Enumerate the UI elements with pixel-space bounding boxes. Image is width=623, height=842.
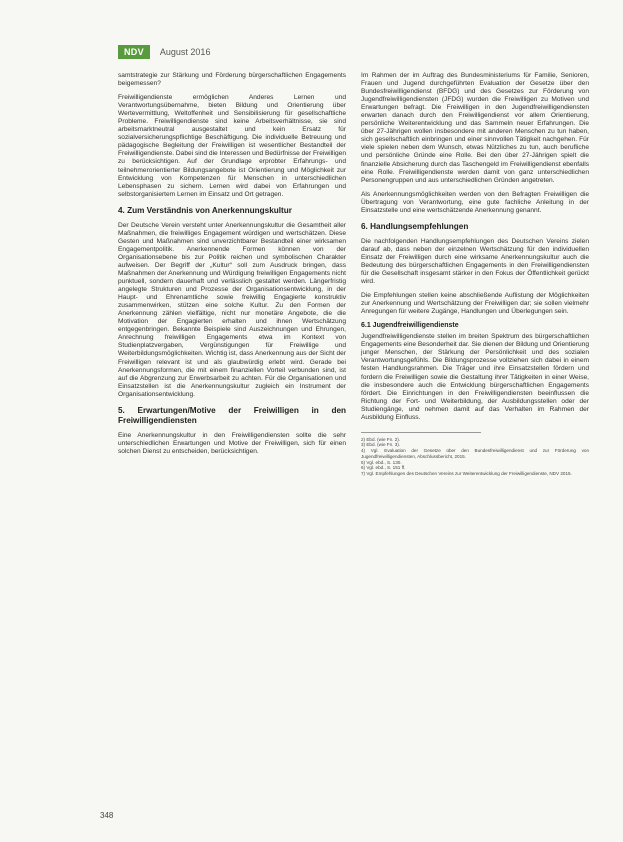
right-column xyxy=(361,72,589,477)
jugendfreiwilligendienste-paragraph: Jugendfreiwilligendienste stellen im breiten Spektrum des bürgerschaftlichen Engagements eine Besonderheit dar. Sie dienen der Bildung und Orientierung junger Menschen, der Stärkung der Persönlichkeit und des sozialen Verantwortungsgefühls. Die Bildungsprozesse vollziehen sich dabei in einem festen Handlungsrahmen. Die Träger und ihre Einsatzstellen fördern und fordern die Freiwilligen sowie die Gestaltung ihrer Tätigkeiten in einer Weise, die insbesondere auch die Entwicklung bürgerschaftlichen Engagements fördert. Die Einrichtungen in den Freiwilligendiensten beeinflussen die Richtung der Fort- und Weiterbildung, der Ausbildungsstellen oder der Studiengänge, und nehmen damit auf das Verhalten im Rahmen der Ausbildung Einfluss. xyxy=(361,333,589,421)
intro-paragraph: samtstrategie zur Stärkung und Förderung bürgerschaftlichen Engagements beigemessen? xyxy=(118,72,346,88)
section-4-heading: 4. Zum Verständnis von Anerkennungskultur xyxy=(118,205,292,215)
empfehlung-paragraph-1: Die nachfolgenden Handlungsempfehlungen des Deutschen Vereins zielen darauf ab, dass neben der einzelnen Wertschätzung für den individuellen Einsatz der Freiwilligen durch eine wirksame Anerkennungskultur auch die Bedeutung des bürgerschaftlichen Engagements in den Freiwilligendiensten für die Gesellschaft insgesamt stärker in den Fokus der Öffentlichkeit gerückt wird. xyxy=(361,237,589,286)
footnote: 6) Vgl. ebd., S. 151 ff. xyxy=(361,465,406,471)
footnote: 2) Ebd. (wie Fn. 2). xyxy=(361,436,401,442)
empfehlung-paragraph-2: Die Empfehlungen stellen keine abschließende Auflistung der Möglichkeiten zur Anerkennung und Wertschätzung der Freiwilligen dar; sie sollen vielmehr Anregungen für weitere Zugänge, Handlungen und Überlegungen sein. xyxy=(361,292,589,316)
left-column xyxy=(118,72,346,462)
anerkennung-erwartung-paragraph: Als Anerkennungsmöglichkeiten werden von den Befragten Freiwilligen die Übertragung von Verantwortung, eine gute fachliche Anleitung in der Einsatzstelle und eine wertschätzende Anerkennung genannt. xyxy=(361,190,589,214)
section-6-1-heading: 6.1 Jugendfreiwilligendienste xyxy=(361,322,459,330)
freiwilligendienste-paragraph: Freiwilligendienste ermöglichen Anderes Lernen und Verantwortungsübernahme, bieten Bildung und Orientierung über Wertevermittlung, Weltoffenheit und Sensibilisierung für gesellschaftliche Probleme. Freiwilligendienste sind keine Arbeitsverhältnisse, sie sind arbeitsmarktneutral ausgestaltet und kein Ersatz für sozialversicherungspflichtige Beschäftigung. Die individuelle Betreuung und pädagogische Begleitung der Freiwilligen ist wesentlicher Bestandteil der Freiwilligendienste. Dabei sind die Interessen und Bedürfnisse der Freiwilligen zu berücksichtigen. Auf der Grundlage erprobter Erfahrungs- und teilnehmerorientierter Bildungsangebote ist Orientierung und Möglichkeit zur Entwicklung von Kompetenzen für Menschen in unterschiedlichen Lebensphasen zu sichern. Lernen wird dabei von Erfahrungen und selbstorganisiertem Lernen im Einsatz und Ort getragen. xyxy=(118,94,346,198)
erwartungen-paragraph: Eine Anerkennungskultur in den Freiwilligendiensten sollte die sehr unterschiedlichen Erwartungen und Motive der Freiwilligen, sich für einen solchen Dienst zu entscheiden, berücksichtigen. xyxy=(118,431,346,455)
issue-date: August 2016 xyxy=(159,47,211,57)
footnote: 5) Vgl. ebd., S. 130. xyxy=(361,459,402,465)
footnote-divider xyxy=(361,432,481,433)
footnote: 3) Ebd. (wie Fn. 3). xyxy=(361,442,401,448)
anerkennungskultur-paragraph: Der Deutsche Verein versteht unter Anerkennungskultur die Gesamtheit aller Maßnahmen, die freiwilliges Engagement würdigen und wertschätzen. Diese Gesten und Maßnahmen sind unverzichtbarer Bestandteil einer wirksamen Engagementpolitik. Anerkennende Formen können von der Organisationsebene bis zur Politik reichen und symbolischen Charakter aufweisen. Der Begriff der „Kultur“ soll zum Ausdruck bringen, dass Maßnahmen der Anerkennung und Würdigung freiwilligen Engagements nicht punktuell, sondern dauerhaft und verlässlich gestaltet werden. Längerfristig angelegte Strukturen und Prozesse der Organisationsentwicklung, in der Haupt- und Ehrenamtliche sowie freiwillig Engagierte konstruktiv zusammenwirken, stützen eine solche Kultur. Zu den Formen der Anerkennung zählen vielfältige, nicht nur monetäre Angebote, die die Motivation der Engagierten erhalten und ihnen Wertschätzung entgegenbringen. Bekannte Beispiele sind Auszeichnungen und Ehrungen, Anrechnung freiwilligen Engagements etwa im Kontext von Studienplatzvergaben, Vergünstigungen für Freiwillige und Weiterbildungsmöglichkeiten. Wichtig ist, dass Anerkennung aus der Sicht der Freiwilligen relevant ist und als glaubwürdig erlebt wird. Gerade bei Anerkennungsformen, die mit einem finanziellen Vorteil verbunden sind, ist auf die Abgrenzung zur Erwerbsarbeit zu achten. Für die Organisationen und Einsatzstellen ist die Anerkennungskultur zugleich ein Instrument der Organisationsentwicklung. xyxy=(118,221,346,398)
footnote: 7) Vgl. Empfehlungen des Deutschen Vereins zur Weiterentwicklung der Freiwilligendienste, NDV 2015. xyxy=(361,471,572,476)
footnote: 4) Vgl. Evaluation der Gesetze über den Bundesfreiwilligendienst und zur Förderung von Jugendfreiwilligendiensten, Abschlussbericht, 2015. xyxy=(361,448,589,459)
page-number: 348 xyxy=(100,811,114,820)
footnotes xyxy=(361,437,589,477)
journal-badge: NDV xyxy=(118,45,150,59)
section-5-heading: 5. Erwartungen/Motive der Freiwilligen in den Freiwilligendiensten xyxy=(118,405,346,425)
page-header xyxy=(118,45,210,59)
evaluation-paragraph: Im Rahmen der im Auftrag des Bundesministeriums für Familie, Senioren, Frauen und Jugend durchgeführten Evaluation der Gesetze über den Bundesfreiwilligendienst (BFDG) und des Gesetzes zur Förderung von Jugendfreiwilligendiensten (JFDG) wurden die Freiwilligen zu Motiven und Erwartungen befragt. Die Freiwilligen in den Jugendfreiwilligendiensten erwarten danach durch den Freiwilligendienst vor allem Orientierung, persönliche Weiterentwicklung und das Sammeln neuer Erfahrungen. Die über 27-Jährigen wollen insbesondere mit anderen Menschen zu tun haben, sich gesellschaftlich einbringen und einer sinnvollen Tätigkeit nachgehen. Für viele spielen neben dem Wunsch, etwas Nützliches zu tun, auch berufliche und persönliche Gründe eine Rolle. Bei den über 27-Jährigen spielt die finanzielle Absicherung durch das Taschengeld im Freiwilligendienst ebenfalls eine Rolle. Freiwilligendienste werden damit von ganz unterschiedlichen Personengruppen und aus unterschiedlichen Gründen angetreten. xyxy=(361,72,589,184)
section-6-heading: 6. Handlungsempfehlungen xyxy=(361,221,469,231)
